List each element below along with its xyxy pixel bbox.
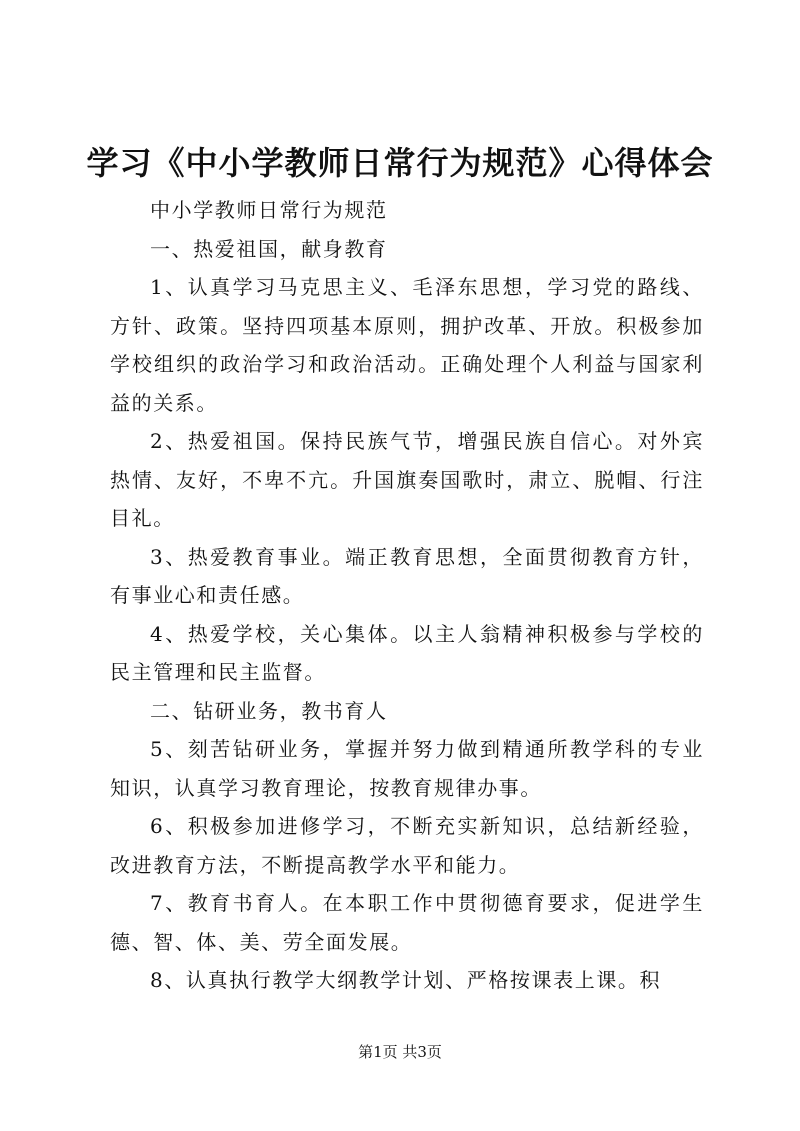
section-heading: 一、热爱祖国，献身教育 [150,236,388,261]
document-body [110,191,704,1000]
paragraph: 5、刻苦钻研业务，掌握并努力做到精通所教学科的专业知识，认真学习教育理论，按教育规律办事。 [110,737,704,800]
paragraph: 1、认真学习马克思主义、毛泽东思想，学习党的路线、方针、政策。坚持四项基本原则，拥护改革、开放。积极参加学校组织的政治学习和政治活动。正确处理个人利益与国家利益的关系。 [110,275,704,415]
paragraph: 6、积极参加进修学习，不断充实新知识，总结新经验，改进教育方法，不断提高教学水平和能力。 [110,814,704,877]
paragraph: 7、教育书育人。在本职工作中贯彻德育要求，促进学生德、智、体、美、劳全面发展。 [110,891,704,954]
page-footer: 第1页 共3页 [358,1043,442,1061]
paragraph: 2、热爱祖国。保持民族气节，增强民族自信心。对外宾热情、友好，不卑不亢。升国旗奏国歌时，肃立、脱帽、行注目礼。 [110,429,704,530]
section-heading: 中小学教师日常行为规范 [150,198,388,222]
paragraph: 4、热爱学校，关心集体。以主人翁精神积极参与学校的民主管理和民主监督。 [110,621,704,684]
section-heading: 二、钻研业务，教书育人 [150,698,388,723]
paragraph: 8、认真执行教学大纲教学计划、严格按课表上课。积 [150,968,662,992]
page-title: 学习《中小学教师日常行为规范》心得体会 [86,144,714,182]
paragraph: 3、热爱教育事业。端正教育思想，全面贯彻教育方针，有事业心和责任感。 [110,544,704,607]
